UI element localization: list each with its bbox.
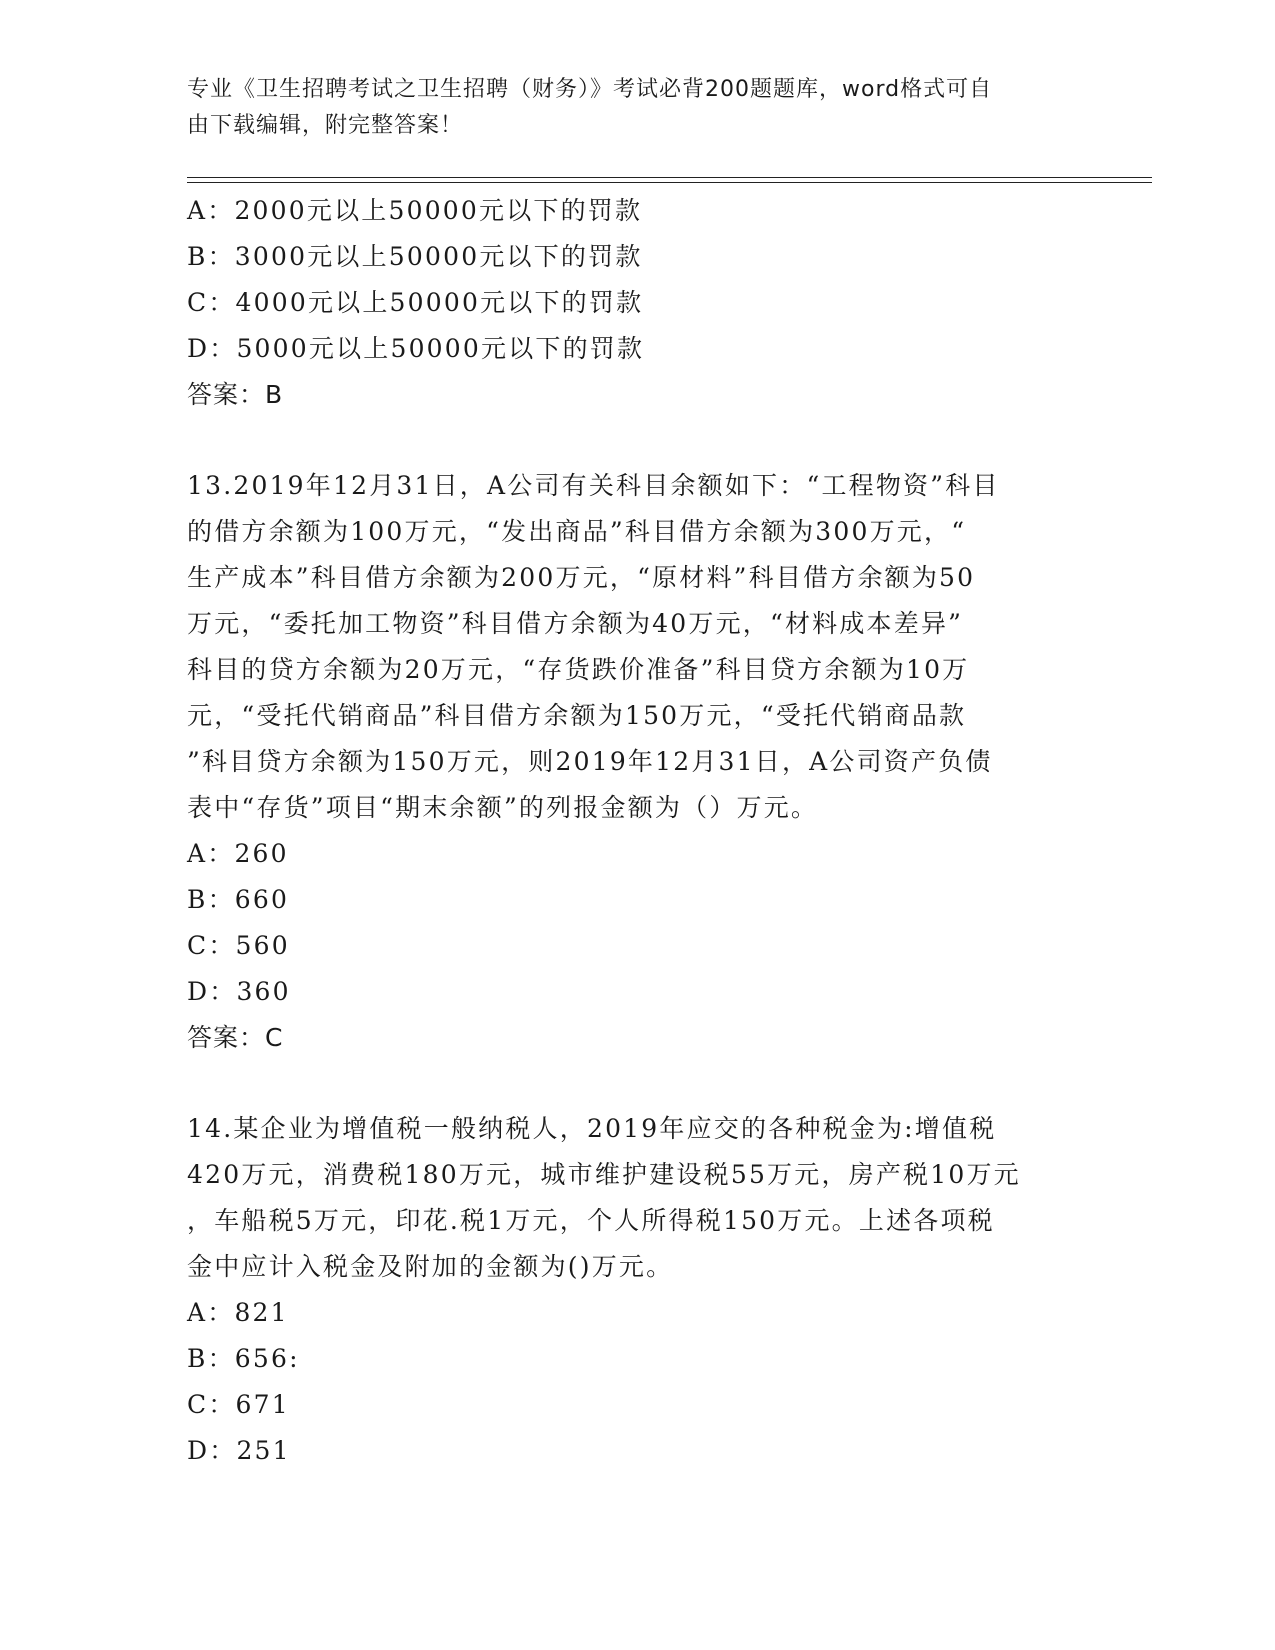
option-b: B：3000元以上50000元以下的罚款 <box>187 242 643 271</box>
spacer <box>187 1061 1067 1106</box>
question-13 <box>187 463 1067 1061</box>
option-a: A：821 <box>187 1298 289 1327</box>
option-a: A：2000元以上50000元以下的罚款 <box>187 196 643 225</box>
header-divider-bottom <box>187 182 1152 183</box>
question-stem-line: 表中“存货”项目“期末余额”的列报金额为（）万元。 <box>187 793 819 822</box>
option-d: D：5000元以上50000元以下的罚款 <box>187 334 645 363</box>
question-stem-line: 13.2019年12月31日，A公司有关科目余额如下：“工程物资”科目 <box>187 471 1000 500</box>
question-stem-line: 14.某企业为增值税一般纳税人，2019年应交的各种税金为:增值税 <box>187 1114 997 1143</box>
option-b: B：660 <box>187 885 290 914</box>
question-stem-line: 420万元，消费税180万元，城市维护建设税55万元，房产税10万元 <box>187 1160 1021 1189</box>
option-c: C：560 <box>187 931 290 960</box>
document-body <box>187 188 1067 1474</box>
spacer <box>187 418 1067 463</box>
question-stem-line: 生产成本”科目借方余额为200万元，“原材料”科目借方余额为50 <box>187 563 976 592</box>
option-c: C：671 <box>187 1390 290 1419</box>
option-b: B：656: <box>187 1344 300 1373</box>
question-stem-line: 科目的贷方余额为20万元，“存货跌价准备”科目贷方余额为10万 <box>187 655 970 684</box>
question-stem-line: 金中应计入税金及附加的金额为()万元。 <box>187 1252 674 1281</box>
option-d: D：360 <box>187 977 291 1006</box>
question-14 <box>187 1106 1067 1474</box>
header-divider-top <box>187 177 1152 178</box>
answer: 答案：C <box>187 1023 284 1052</box>
question-stem-line: ”科目贷方余额为150万元，则2019年12月31日，A公司资产负债 <box>187 747 993 776</box>
option-d: D：251 <box>187 1436 291 1465</box>
question-12 <box>187 188 1067 418</box>
question-stem-line: 万元，“委托加工物资”科目借方余额为40万元，“材料成本差异” <box>187 609 964 638</box>
question-stem-line: 的借方余额为100万元，“发出商品”科目借方余额为300万元，“ <box>187 517 967 546</box>
question-stem-line: 元，“受托代销商品”科目借方余额为150万元，“受托代销商品款 <box>187 701 967 730</box>
document-header <box>187 72 1067 144</box>
header-line-2: 由下载编辑，附完整答案！ <box>187 113 464 138</box>
answer: 答案：B <box>187 380 284 409</box>
option-c: C：4000元以上50000元以下的罚款 <box>187 288 644 317</box>
option-a: A：260 <box>187 839 289 868</box>
header-line-1: 专业《卫生招聘考试之卫生招聘（财务）》考试必背200题题库，word格式可自 <box>187 77 993 102</box>
question-stem-line: ，车船税5万元，印花.税1万元，个人所得税150万元。上述各项税 <box>187 1206 995 1235</box>
